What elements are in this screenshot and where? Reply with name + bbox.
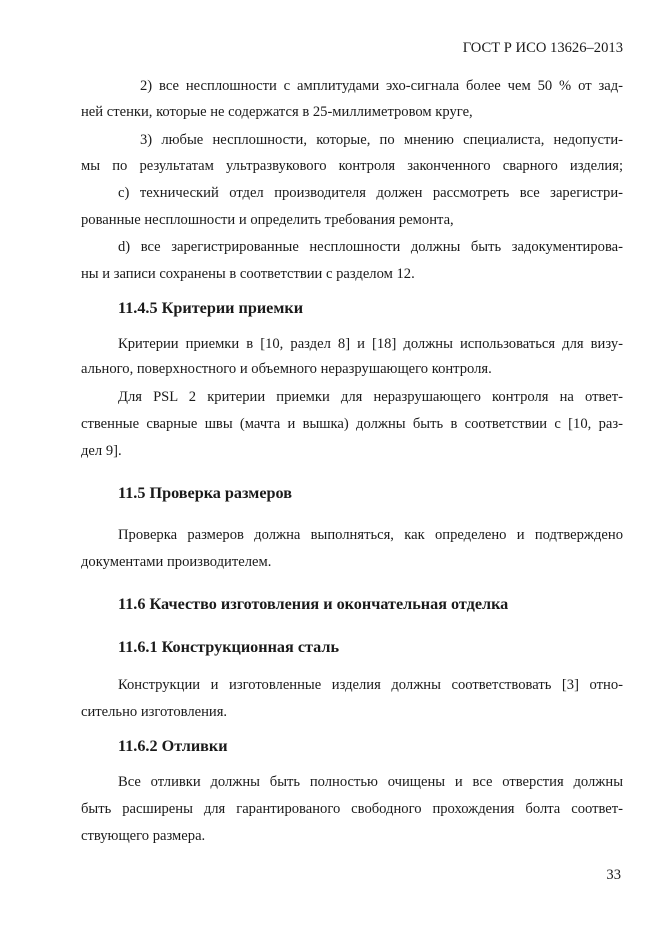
section-heading-11-4-5: 11.4.5 Критерии приемки	[118, 299, 304, 317]
text-line: Проверка размеров должна выполняться, как определено и подтверждено	[118, 527, 623, 543]
text-line: ствующего размера.	[81, 828, 206, 844]
text-line: c) технический отдел производителя должен рассмотреть все зарегистри-	[118, 185, 623, 201]
text-line: Конструкции и изготовленные изделия должны соответствовать [3] отно-	[118, 677, 623, 693]
text-line: d) все зарегистрированные несплошности должны быть задокументирова-	[118, 239, 623, 255]
text-line: ны и записи сохранены в соответствии с разделом 12.	[81, 266, 415, 282]
text-line: 3) любые несплошности, которые, по мнению специалиста, недопусти-	[140, 132, 623, 148]
text-line: Для PSL 2 критерии приемки для неразрушающего контроля на ответ-	[118, 389, 623, 405]
text-line: ального, поверхностного и объемного неразрушающего контроля.	[81, 361, 492, 377]
section-heading-11-6-2: 11.6.2 Отливки	[118, 737, 228, 755]
text-line: Все отливки должны быть полностью очищены и все отверстия должны	[118, 774, 623, 790]
section-heading-11-6: 11.6 Качество изготовления и окончательная отделка	[118, 595, 509, 613]
text-line: ней стенки, которые не содержатся в 25-миллиметровом круге,	[81, 104, 473, 120]
text-line: 2) все несплошности с амплитудами эхо-сигнала более чем 50 % от зад-	[140, 78, 623, 94]
text-line: документами производителем.	[81, 554, 272, 570]
section-heading-11-5: 11.5 Проверка размеров	[118, 484, 292, 502]
text-line: сительно изготовления.	[81, 704, 228, 720]
text-line: быть расширены для гарантированого свободного прохождения болта соответ-	[81, 801, 623, 817]
text-line: рованные несплошности и определить требования ремонта,	[81, 212, 454, 228]
text-line: ственные сварные швы (мачта и вышка) должны быть в соответствии с [10, раз-	[81, 416, 623, 432]
page-number: 33	[606, 867, 621, 883]
text-line: Критерии приемки в [10, раздел 8] и [18] должны использоваться для визу-	[118, 336, 623, 352]
document-header: ГОСТ Р ИСО 13626–2013	[462, 40, 623, 56]
text-line: дел 9].	[81, 443, 122, 459]
text-line: мы по результатам ультразвукового контроля законченного сварного изделия;	[81, 158, 623, 174]
section-heading-11-6-1: 11.6.1 Конструкционная сталь	[118, 638, 340, 656]
